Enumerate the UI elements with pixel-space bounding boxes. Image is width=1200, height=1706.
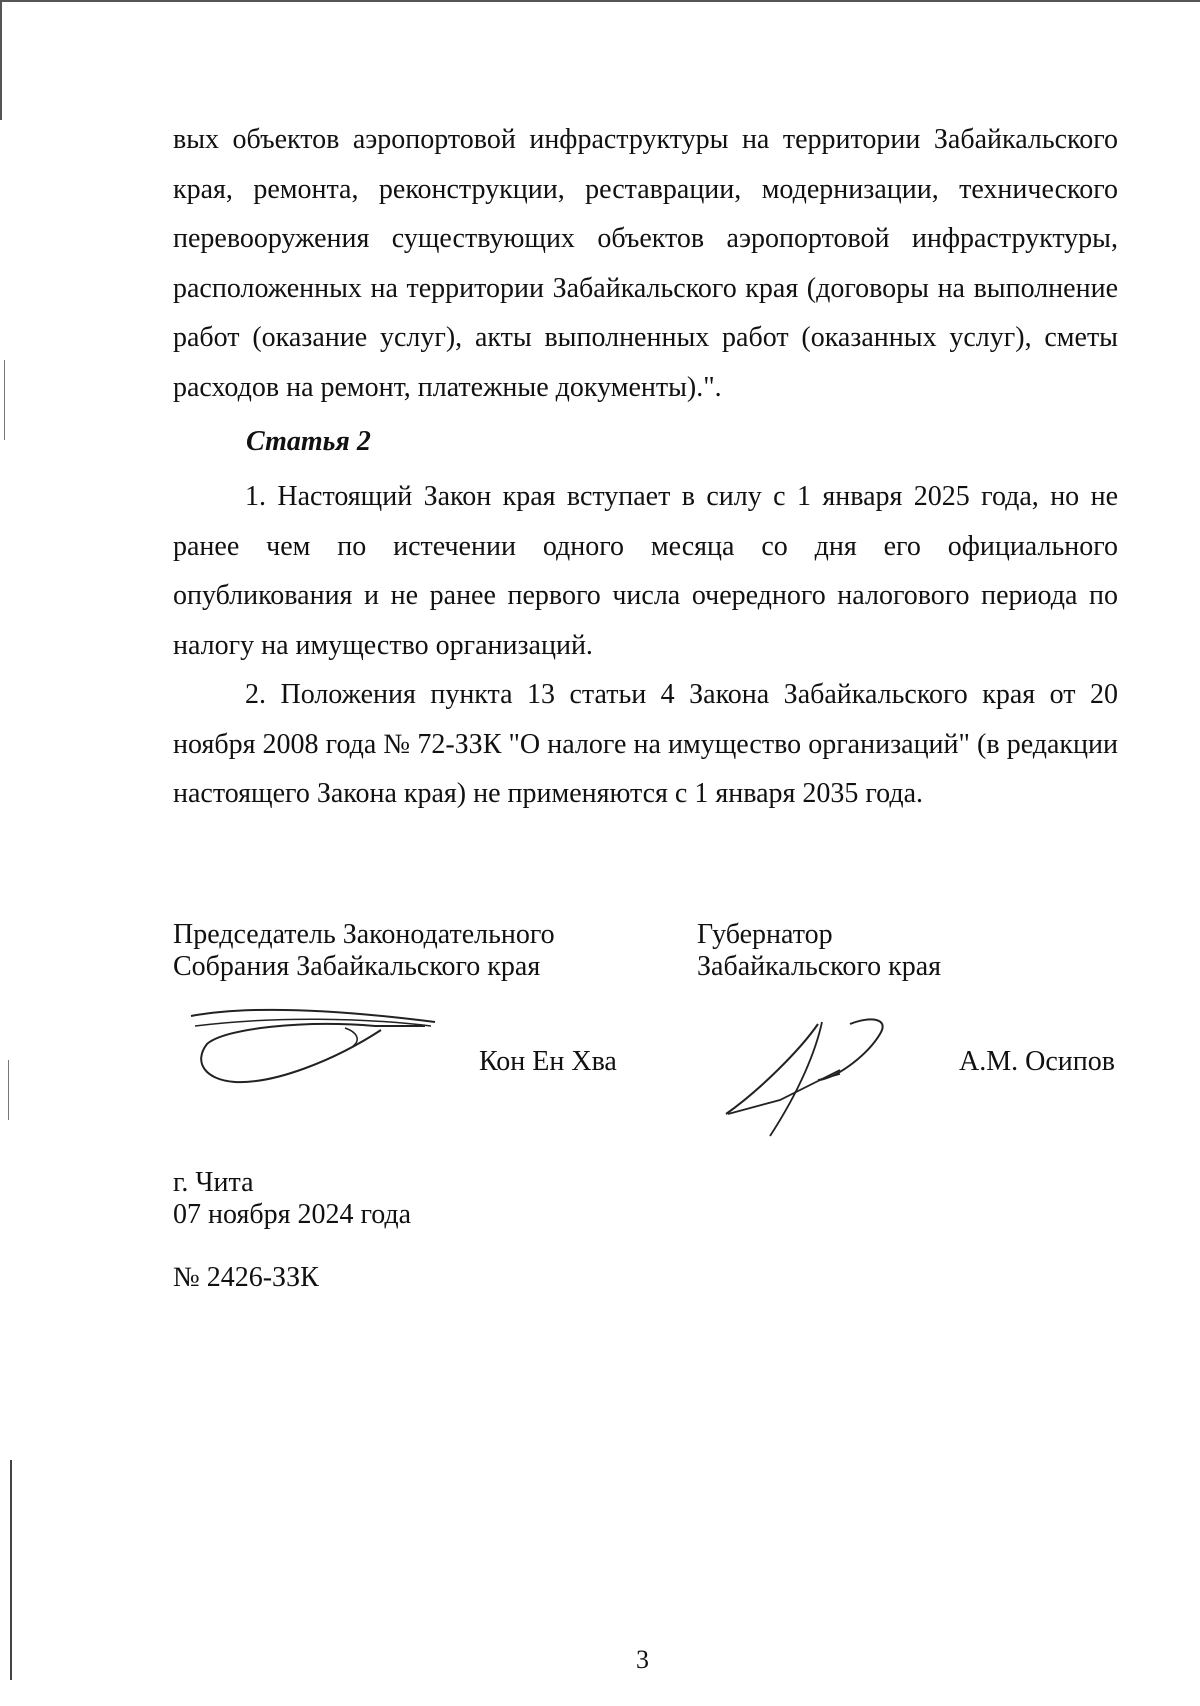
continuation-paragraph: вых объектов аэропортовой инфраструктуры на территории Забайкальского края, ремонта, реконструкции, реставрации, модернизации, технического перевооружения существующих объектов аэропортовой инфраструктуры, расположенных на территории Забайкальского края (договоры на выполнение работ (оказание услуг), акты выполненных работ (оказанных услуг), сметы расходов на ремонт, платежные документы).". xyxy=(173,124,1118,403)
article-point-2: 2. Положения пункта 13 статьи 4 Закона Забайкальского края от 20 ноября 2008 года № 72-ЗЗК "О налоге на имущество организаций" (в редакции настоящего Закона края) не применяются с 1 января 2035 года. xyxy=(173,679,1118,809)
city: г. Чита xyxy=(173,1167,254,1198)
right-handwritten-signature xyxy=(720,1010,900,1150)
page-number: 3 xyxy=(636,1645,649,1674)
scan-mark xyxy=(8,1060,9,1120)
right-signatory-title-line-1: Губернатор xyxy=(697,919,833,950)
law-number: № 2426-ЗЗК xyxy=(173,1262,319,1293)
right-signatory-name: А.М. Осипов xyxy=(959,1046,1115,1077)
left-signatory-title-line-1: Председатель Законодательного xyxy=(173,919,555,950)
right-signatory-title-line-2: Забайкальского края xyxy=(697,951,942,982)
signing-date: 07 ноября 2024 года xyxy=(173,1199,412,1230)
scan-edge-top xyxy=(0,0,1200,2)
scan-mark xyxy=(4,360,5,440)
left-signatory-title-line-2: Собрания Забайкальского края xyxy=(173,951,541,982)
left-signatory-name: Кон Ен Хва xyxy=(479,1046,617,1077)
article-point-1: 1. Настоящий Закон края вступает в силу с 1 января 2025 года, но не ранее чем по истечении одного месяца со дня его официального опубликования и не ранее первого числа очередного налогового периода по налогу на имущество организаций. xyxy=(173,481,1118,661)
scan-mark xyxy=(10,1460,12,1680)
scan-edge-left xyxy=(0,0,2,120)
article-heading: Статья 2 xyxy=(246,426,371,457)
left-handwritten-signature xyxy=(185,1000,445,1090)
